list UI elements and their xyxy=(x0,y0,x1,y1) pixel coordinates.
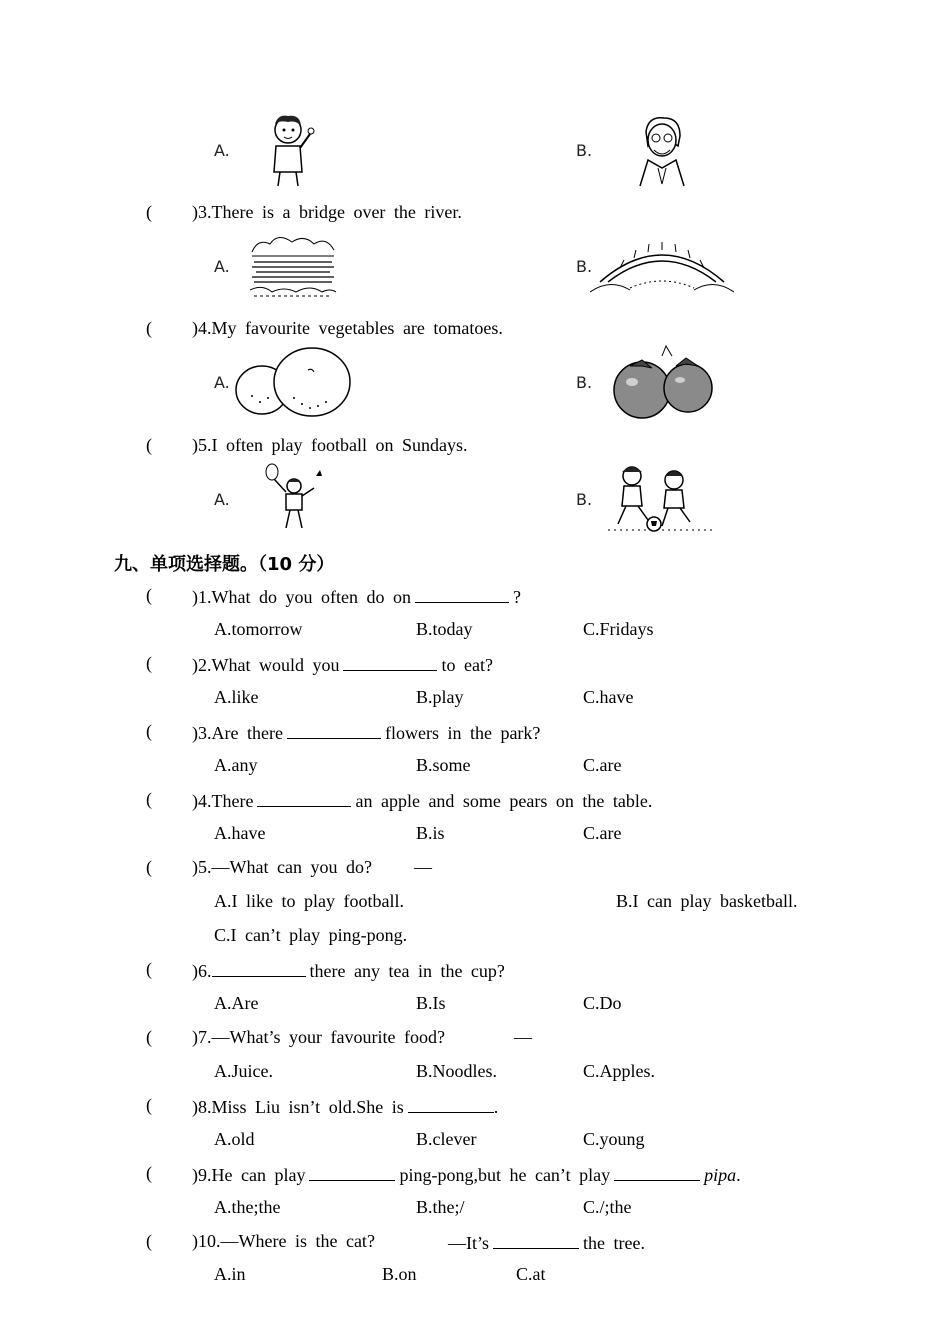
answer-blank[interactable] xyxy=(212,958,306,977)
option-c: C.at xyxy=(516,1264,546,1284)
bridge-icon xyxy=(590,234,734,296)
option-a: A.have xyxy=(214,823,266,843)
football-kids-icon xyxy=(608,462,712,534)
option-a-label: A. xyxy=(214,373,230,392)
answer-blank[interactable] xyxy=(408,1094,494,1113)
question-text: )4.My favourite vegetables are tomatoes. xyxy=(192,318,503,338)
question-text: )9.He can play ping-pong,but he can’t play pipa. xyxy=(192,1162,741,1186)
question-text: )10.—Where is the cat? xyxy=(192,1231,375,1251)
option-a-label: A. xyxy=(214,490,230,509)
answer-dash: — xyxy=(514,1027,532,1047)
answer-blank[interactable] xyxy=(343,652,437,671)
potatoes-icon xyxy=(232,344,354,420)
option-b: B.play xyxy=(416,687,464,707)
option-a: A.in xyxy=(214,1264,246,1284)
option-b: B.on xyxy=(382,1264,417,1284)
answer-blank[interactable] xyxy=(415,584,509,603)
answer-blank[interactable] xyxy=(614,1162,700,1181)
option-b: B.the;/ xyxy=(416,1197,465,1217)
question-text: )3.There is a bridge over the river. xyxy=(192,202,462,222)
paren-open: ( xyxy=(146,959,152,979)
option-c: C.Fridays xyxy=(583,619,654,639)
badminton-boy-icon xyxy=(262,462,326,534)
paren-open: ( xyxy=(146,653,152,673)
answer-dash: — xyxy=(414,857,432,877)
option-c: C.I can’t play ping-pong. xyxy=(214,925,408,945)
paren-open: ( xyxy=(146,1163,152,1183)
question-text: )8.Miss Liu isn’t old.She is . xyxy=(192,1094,498,1118)
option-a: A.I like to play football. xyxy=(214,891,404,911)
option-a-label: A. xyxy=(214,141,230,160)
question-text: )3.Are there flowers in the park? xyxy=(192,720,540,744)
option-b: B.clever xyxy=(416,1129,477,1149)
question-text: )2.What would you to eat? xyxy=(192,652,493,676)
option-b-label: B. xyxy=(576,490,593,509)
option-c: C.are xyxy=(583,755,622,775)
option-a: A.the;the xyxy=(214,1197,281,1217)
option-b-label: B. xyxy=(576,141,593,160)
option-c: C.Apples. xyxy=(583,1061,655,1081)
paren-open: ( xyxy=(146,585,152,605)
question-text: )7.—What’s your favourite food? xyxy=(192,1027,445,1047)
option-a: A.tomorrow xyxy=(214,619,303,639)
question-text: )5.—What can you do? xyxy=(192,857,372,877)
option-c: C.have xyxy=(583,687,634,707)
paren-open: ( xyxy=(146,857,152,877)
option-b-label: B. xyxy=(576,373,593,392)
option-a: A.Juice. xyxy=(214,1061,273,1081)
question-text: )4.There an apple and some pears on the table. xyxy=(192,788,652,812)
option-b-label: B. xyxy=(576,257,593,276)
option-c: C./;the xyxy=(583,1197,632,1217)
option-a-label: A. xyxy=(214,257,230,276)
answer-blank[interactable] xyxy=(287,720,381,739)
option-c: C.young xyxy=(583,1129,645,1149)
section-title: 九、单项选择题。（10 分） xyxy=(114,554,335,575)
question-text: )6. there any tea in the cup? xyxy=(192,958,505,982)
boy-waving-icon xyxy=(262,110,322,188)
paren-open: ( xyxy=(146,318,152,338)
paren-open: ( xyxy=(146,1231,152,1251)
question-text: )1.What do you often do on ? xyxy=(192,584,521,608)
tomatoes-icon xyxy=(606,344,718,420)
option-b: B.is xyxy=(416,823,445,843)
paren-open: ( xyxy=(146,1027,152,1047)
option-a: A.Are xyxy=(214,993,259,1013)
paren-open: ( xyxy=(146,435,152,455)
option-a: A.like xyxy=(214,687,259,707)
paren-open: ( xyxy=(146,1095,152,1115)
option-c: C.are xyxy=(583,823,622,843)
question-text: )5.I often play football on Sundays. xyxy=(192,435,468,455)
paren-open: ( xyxy=(146,202,152,222)
option-c: C.Do xyxy=(583,993,622,1013)
answer-blank[interactable] xyxy=(257,788,351,807)
option-b: B.today xyxy=(416,619,473,639)
option-a: A.old xyxy=(214,1129,255,1149)
option-b: B.I can play basketball. xyxy=(616,891,798,911)
old-man-icon xyxy=(630,112,692,188)
answer-text: —It’s the tree. xyxy=(448,1230,645,1254)
option-a: A.any xyxy=(214,755,258,775)
option-b: B.Noodles. xyxy=(416,1061,497,1081)
answer-blank[interactable] xyxy=(309,1162,395,1181)
answer-blank[interactable] xyxy=(493,1230,579,1249)
paren-open: ( xyxy=(146,789,152,809)
lake-landscape-icon xyxy=(248,230,338,300)
paren-open: ( xyxy=(146,721,152,741)
option-b: B.some xyxy=(416,755,471,775)
option-b: B.Is xyxy=(416,993,446,1013)
